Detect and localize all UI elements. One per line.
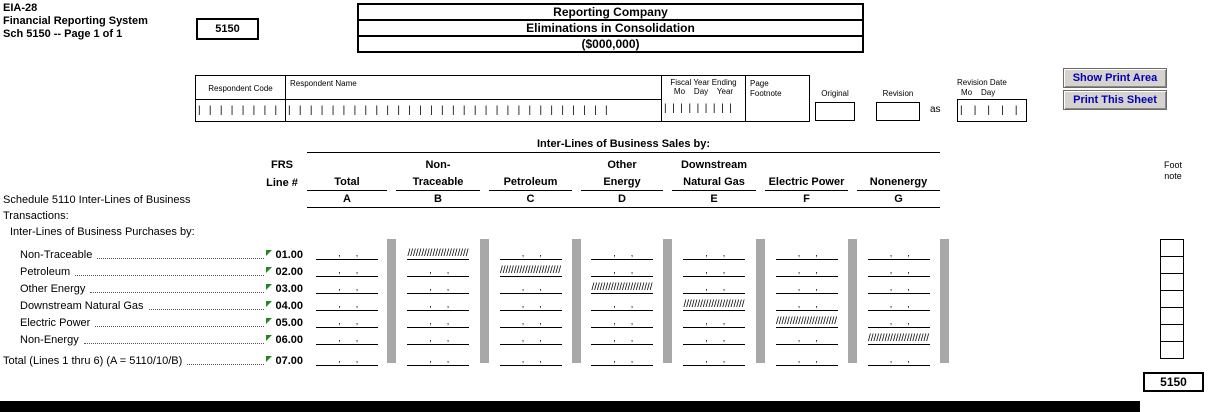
- column-gap: [663, 313, 672, 330]
- amount-cell[interactable]: [489, 245, 572, 262]
- title-block: [357, 3, 864, 53]
- column-letter: D: [618, 193, 626, 205]
- amount-cell[interactable]: [396, 330, 480, 347]
- line-number-cell: [266, 266, 304, 279]
- cell-entry-text: , ,: [868, 354, 930, 366]
- column-gap: [480, 245, 489, 262]
- column-gap: [387, 245, 396, 262]
- column-gap: [663, 279, 672, 296]
- cell-entry-text: , ,: [591, 248, 653, 260]
- original-label: Original: [821, 89, 849, 98]
- dotted-leader: [95, 326, 264, 327]
- schedule-page: Sch 5150 -- Page 1 of 1: [3, 28, 123, 40]
- amount-cell[interactable]: [857, 279, 940, 296]
- row-label: Downstream Natural Gas: [20, 300, 144, 312]
- amount-cell[interactable]: [672, 313, 756, 330]
- cell-entry-text: , ,: [683, 282, 745, 294]
- column-letters: [307, 193, 940, 208]
- column-gap: [480, 193, 489, 206]
- purchases-heading: Inter-Lines of Business Purchases by:: [10, 226, 195, 238]
- line-number-cell: [266, 334, 304, 347]
- dotted-leader: [90, 292, 264, 293]
- column-header-line2: Energy: [581, 176, 663, 191]
- row-cells: [307, 330, 940, 347]
- column-header-line1: [307, 159, 387, 172]
- amount-cell[interactable]: [307, 351, 387, 368]
- revision-date-field[interactable]: | | | | |: [957, 99, 1027, 122]
- amount-cell[interactable]: [307, 262, 387, 279]
- amount-cell[interactable]: [581, 330, 663, 347]
- column-gap: [572, 193, 581, 206]
- line-number: 03.00: [275, 283, 303, 295]
- cell-entry-text: , ,: [868, 299, 930, 311]
- transactions-heading: Transactions:: [3, 210, 69, 222]
- column-gap: [756, 279, 765, 296]
- column-gap: [663, 245, 672, 262]
- column-gap: [387, 176, 396, 191]
- dotted-leader: [187, 364, 264, 365]
- line-number: 02.00: [275, 266, 303, 278]
- line-number: 06.00: [275, 334, 303, 346]
- page-footnote-label2: Footnote: [750, 89, 782, 98]
- cell-entry-text: , ,: [591, 316, 653, 328]
- column-letter: B: [434, 193, 442, 205]
- column-header-line2: Total: [307, 176, 387, 191]
- column-letter: G: [894, 193, 903, 205]
- schedule-number-footer: 5150: [1143, 372, 1204, 392]
- table-row: [3, 296, 940, 313]
- amount-cell[interactable]: [396, 296, 480, 313]
- column-gap: [480, 279, 489, 296]
- amount-cell[interactable]: [396, 279, 480, 296]
- column-gap: [480, 330, 489, 347]
- cell-entry-text: , ,: [500, 282, 562, 294]
- blocked-cell: [765, 313, 848, 330]
- units-title: ($000,000): [357, 35, 864, 53]
- column-gap: [663, 193, 672, 206]
- original-field[interactable]: [815, 102, 855, 121]
- dotted-leader: [75, 275, 264, 276]
- column-gap: [756, 245, 765, 262]
- column-header-line2: Nonenergy: [857, 176, 940, 191]
- amount-cell[interactable]: [489, 296, 572, 313]
- cell-entry-text: , ,: [500, 248, 562, 260]
- column-header-line1: [765, 159, 848, 172]
- column-gap: [387, 193, 396, 206]
- row-label-area: [3, 330, 304, 347]
- cell-entry-text: //////////////////////: [775, 316, 838, 327]
- blocked-cell: [672, 296, 756, 313]
- cell-entry-text: , ,: [316, 265, 378, 277]
- column-gap: [572, 159, 581, 172]
- bottom-bar: [0, 401, 1140, 412]
- cell-entry-text: , ,: [316, 333, 378, 345]
- row-label-area: [3, 279, 304, 296]
- footnote-cell[interactable]: [1160, 307, 1184, 325]
- column-header-line1: Non-: [425, 159, 451, 171]
- row-cells: [307, 245, 940, 262]
- cell-entry-text: , ,: [776, 354, 838, 366]
- row-label-area: [3, 245, 304, 262]
- column-gap: [663, 262, 672, 279]
- row-label: Electric Power: [20, 317, 91, 329]
- amount-cell[interactable]: [765, 296, 848, 313]
- column-gap: [848, 176, 857, 191]
- amount-cell[interactable]: [307, 330, 387, 347]
- column-gap: [572, 351, 581, 368]
- column-gap: [480, 296, 489, 313]
- amount-cell[interactable]: [489, 330, 572, 347]
- cell-entry-text: //////////////////////: [683, 299, 745, 310]
- cell-entry-text: , ,: [500, 299, 562, 311]
- column-gap: [848, 159, 857, 172]
- footnote-cell[interactable]: [1160, 324, 1184, 342]
- dotted-leader: [149, 309, 265, 310]
- amount-cell[interactable]: [307, 313, 387, 330]
- amount-cell[interactable]: [396, 313, 480, 330]
- cell-entry-text: , ,: [316, 248, 378, 260]
- cell-entry-text: , ,: [683, 316, 745, 328]
- row-label: Petroleum: [20, 266, 71, 278]
- amount-cell[interactable]: [396, 262, 480, 279]
- column-gap: [572, 279, 581, 296]
- table-row: [3, 313, 940, 330]
- cell-entry-text: , ,: [591, 265, 653, 277]
- amount-cell[interactable]: [672, 245, 756, 262]
- column-gap: [387, 262, 396, 279]
- amount-cell[interactable]: [765, 330, 848, 347]
- line-number: 01.00: [275, 249, 303, 261]
- column-gap: [387, 330, 396, 347]
- fiscal-year-label: Fiscal Year Ending: [670, 78, 737, 87]
- column-separator: [940, 239, 949, 363]
- column-gap: [663, 330, 672, 347]
- cell-entry-text: , ,: [591, 354, 653, 366]
- comment-flag-icon: [266, 284, 272, 290]
- column-header-line2: Traceable: [396, 176, 480, 191]
- comment-flag-icon: [266, 301, 272, 307]
- blocked-cell: [857, 330, 940, 347]
- column-header-line2: Petroleum: [489, 176, 572, 191]
- column-header-line1: Downstream: [680, 159, 748, 171]
- column-gap: [756, 330, 765, 347]
- frs-label: FRS: [271, 159, 293, 171]
- revision-label: Revision: [882, 89, 914, 98]
- column-gap: [387, 279, 396, 296]
- fiscal-year-box[interactable]: [661, 75, 746, 122]
- amount-cell[interactable]: [672, 262, 756, 279]
- respondent-code-header: [195, 75, 286, 100]
- amount-cell[interactable]: [489, 351, 572, 368]
- table-row: [3, 330, 940, 347]
- cell-entry-text: , ,: [316, 354, 378, 366]
- line-number-label: Line #: [266, 177, 298, 189]
- cell-entry-text: , ,: [591, 333, 653, 345]
- blocked-cell: [581, 279, 663, 296]
- column-letter: A: [343, 193, 351, 205]
- amount-cell[interactable]: [765, 279, 848, 296]
- cell-entry-text: , ,: [407, 354, 469, 366]
- blocked-cell: [489, 262, 572, 279]
- column-headers-line2: [307, 176, 940, 191]
- cell-entry-text: //////////////////////: [591, 282, 653, 293]
- column-gap: [848, 351, 857, 368]
- row-label: Non-Energy: [20, 334, 79, 346]
- row-cells: [307, 351, 940, 368]
- cell-entry-text: , ,: [407, 282, 469, 294]
- cell-entry-text: , ,: [407, 316, 469, 328]
- column-gap: [572, 245, 581, 262]
- row-label-area: [3, 351, 304, 368]
- revision-field[interactable]: [876, 102, 920, 121]
- revision-date-label: Revision Date: [957, 78, 1007, 87]
- dotted-leader: [97, 258, 264, 259]
- column-header-line1: [857, 159, 940, 172]
- cell-entry-text: //////////////////////: [867, 333, 930, 344]
- table-row: [3, 245, 940, 262]
- amount-cell[interactable]: [307, 296, 387, 313]
- cell-entry-text: , ,: [683, 333, 745, 345]
- row-cells: [307, 262, 940, 279]
- column-gap: [848, 296, 857, 313]
- comment-flag-icon: [266, 267, 272, 273]
- form-id: EIA-28: [3, 2, 38, 14]
- column-header-line2: Electric Power: [765, 176, 848, 191]
- cell-entry-text: , ,: [316, 282, 378, 294]
- row-cells: [307, 313, 940, 330]
- line-number-cell: [266, 317, 304, 330]
- column-gap: [756, 296, 765, 313]
- row-label-area: [3, 313, 304, 330]
- column-gap: [756, 176, 765, 191]
- footnote-cell[interactable]: [1160, 239, 1184, 257]
- amount-cell[interactable]: [672, 279, 756, 296]
- column-gap: [848, 313, 857, 330]
- column-gap: [572, 296, 581, 313]
- cell-entry-text: , ,: [500, 354, 562, 366]
- footnote-label-line1: Foot: [1163, 160, 1182, 170]
- column-gap: [756, 351, 765, 368]
- amount-cell[interactable]: [396, 351, 480, 368]
- column-gap: [387, 296, 396, 313]
- column-letter: E: [710, 193, 718, 205]
- column-letter: C: [526, 193, 535, 205]
- cell-entry-text: , ,: [316, 316, 378, 328]
- line-number: 05.00: [275, 317, 303, 329]
- amount-cell[interactable]: [857, 262, 940, 279]
- amount-cell[interactable]: [672, 351, 756, 368]
- column-gap: [387, 351, 396, 368]
- amount-cell[interactable]: [857, 296, 940, 313]
- footnote-cell[interactable]: [1160, 341, 1184, 359]
- column-gap: [480, 351, 489, 368]
- line-number: 04.00: [275, 300, 303, 312]
- column-gap: [848, 193, 857, 206]
- amount-cell[interactable]: [307, 279, 387, 296]
- schedule-heading: Schedule 5110 Inter-Lines of Business: [3, 194, 191, 206]
- respondent-name-header: [285, 75, 662, 100]
- column-gap: [848, 279, 857, 296]
- print-this-sheet-button[interactable]: Print This Sheet: [1063, 90, 1167, 110]
- system-name: Financial Reporting System: [3, 15, 148, 27]
- comment-flag-icon: [266, 318, 272, 324]
- cell-entry-text: , ,: [407, 333, 469, 345]
- cell-entry-text: , ,: [500, 333, 562, 345]
- column-letter: F: [803, 193, 810, 205]
- form-id-block: [3, 2, 148, 41]
- column-gap: [572, 176, 581, 191]
- footnote-cell[interactable]: [1160, 290, 1184, 308]
- amount-cell[interactable]: [581, 351, 663, 368]
- cell-entry-text: , ,: [776, 265, 838, 277]
- sales-by-header: Inter-Lines of Business Sales by:: [307, 138, 940, 153]
- footnote-cell[interactable]: [1160, 273, 1184, 291]
- revision-date-sublabel: Mo Day: [961, 88, 996, 97]
- table-row: [3, 351, 940, 368]
- column-gap: [480, 176, 489, 191]
- dotted-leader: [84, 343, 264, 344]
- column-gap: [848, 245, 857, 262]
- column-gap: [663, 176, 672, 191]
- as-label: as: [930, 104, 941, 115]
- table-row: [3, 279, 940, 296]
- column-gap: [663, 351, 672, 368]
- footnote-cells: [1160, 240, 1184, 359]
- line-number-cell: [266, 300, 304, 313]
- page-footnote-box[interactable]: [745, 75, 810, 122]
- column-gap: [572, 262, 581, 279]
- table-row: [3, 262, 940, 279]
- cell-entry-text: , ,: [683, 354, 745, 366]
- column-header-line1: [489, 159, 572, 172]
- fiscal-year-ticks: | | | | | | | | |: [664, 102, 732, 114]
- line-number-cell: [266, 283, 304, 296]
- cell-entry-text: , ,: [316, 299, 378, 311]
- line-number: 07.00: [275, 355, 303, 367]
- cell-entry-text: , ,: [868, 282, 930, 294]
- cell-entry-text: , ,: [591, 299, 653, 311]
- amount-cell[interactable]: [857, 313, 940, 330]
- amount-cell[interactable]: [765, 351, 848, 368]
- cell-entry-text: //////////////////////: [499, 265, 562, 276]
- cell-entry-text: , ,: [683, 265, 745, 277]
- line-number-cell: [266, 355, 304, 368]
- show-print-area-button[interactable]: Show Print Area: [1063, 68, 1167, 88]
- cell-entry-text: , ,: [776, 282, 838, 294]
- column-header-line2: Natural Gas: [672, 176, 756, 191]
- comment-flag-icon: [266, 250, 272, 256]
- amount-cell[interactable]: [489, 313, 572, 330]
- row-cells: [307, 296, 940, 313]
- line-number-cell: [266, 249, 304, 262]
- column-gap: [663, 159, 672, 172]
- cell-entry-text: , ,: [407, 265, 469, 277]
- amount-cell[interactable]: [857, 351, 940, 368]
- respondent-name-label: Respondent Name: [290, 79, 357, 88]
- amount-cell[interactable]: [307, 245, 387, 262]
- column-gap: [848, 262, 857, 279]
- column-gap: [848, 330, 857, 347]
- cell-entry-text: , ,: [776, 248, 838, 260]
- column-gap: [572, 313, 581, 330]
- footnote-column-label: [1160, 160, 1186, 182]
- column-header-line1: Other: [607, 159, 637, 171]
- column-gap: [387, 159, 396, 172]
- footnote-label-line2: note: [1164, 171, 1182, 181]
- cell-entry-text: , ,: [683, 248, 745, 260]
- row-cells: [307, 279, 940, 296]
- column-gap: [756, 313, 765, 330]
- cell-entry-text: , ,: [868, 316, 930, 328]
- cell-entry-text: //////////////////////: [407, 248, 469, 259]
- row-label: Other Energy: [20, 283, 86, 295]
- column-gap: [756, 262, 765, 279]
- row-label-area: [3, 262, 304, 279]
- amount-cell[interactable]: [489, 279, 572, 296]
- row-label: Non-Traceable: [20, 249, 93, 261]
- amount-cell[interactable]: [765, 262, 848, 279]
- column-gap: [572, 330, 581, 347]
- eliminations-title: Eliminations in Consolidation: [357, 19, 864, 37]
- amount-cell[interactable]: [581, 313, 663, 330]
- comment-flag-icon: [266, 335, 272, 341]
- cell-entry-text: , ,: [868, 248, 930, 260]
- amount-cell[interactable]: [581, 296, 663, 313]
- column-gap: [387, 313, 396, 330]
- amount-cell[interactable]: [581, 262, 663, 279]
- amount-cell[interactable]: [581, 245, 663, 262]
- cell-entry-text: , ,: [500, 316, 562, 328]
- column-gap: [480, 159, 489, 172]
- column-gap: [756, 193, 765, 206]
- footnote-cell[interactable]: [1160, 256, 1184, 274]
- column-gap: [663, 296, 672, 313]
- row-label-area: [3, 296, 304, 313]
- column-gap: [480, 262, 489, 279]
- respondent-name-field[interactable]: | | | | | | | | | | | | | | | | | | | | | | | | | | | | | |: [285, 99, 662, 122]
- page-footnote-label1: Page: [750, 79, 769, 88]
- blocked-cell: [396, 245, 480, 262]
- amount-cell[interactable]: [672, 330, 756, 347]
- row-label: Total (Lines 1 thru 6) (A = 5110/10/B): [3, 355, 183, 367]
- column-headers-line1: [307, 159, 940, 172]
- cell-entry-text: , ,: [776, 299, 838, 311]
- column-gap: [756, 159, 765, 172]
- cell-entry-text: , ,: [407, 299, 469, 311]
- fiscal-year-sublabel: Mo Day Year: [673, 87, 734, 96]
- respondent-code-label: Respondent Code: [208, 84, 273, 93]
- cell-entry-text: , ,: [776, 333, 838, 345]
- respondent-code-field[interactable]: | | | | | | | |: [195, 99, 286, 122]
- comment-flag-icon: [266, 356, 272, 362]
- schedule-number-box: 5150: [196, 18, 259, 40]
- amount-cell[interactable]: [765, 245, 848, 262]
- amount-cell[interactable]: [857, 245, 940, 262]
- column-gap: [480, 313, 489, 330]
- reporting-company-title: Reporting Company: [357, 3, 864, 21]
- cell-entry-text: , ,: [868, 265, 930, 277]
